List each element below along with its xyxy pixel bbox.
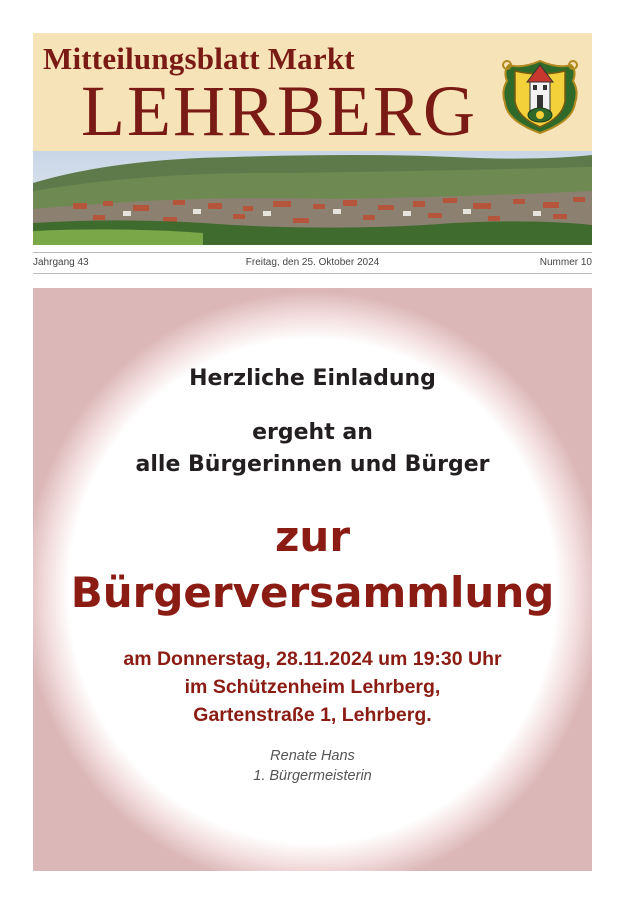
invitation-poster <box>33 288 592 871</box>
masthead-title: Mitteilungsblatt Markt <box>43 41 355 76</box>
volume-label: Jahrgang 43 <box>33 257 89 268</box>
event-title-line2: Bürgerversammlung <box>70 568 555 617</box>
invitation-line-recipients: alle Bürgerinnen und Bürger <box>135 452 490 477</box>
invitation-heading: Herzliche Einladung <box>189 366 436 391</box>
issue-info-bar <box>33 252 592 274</box>
coat-of-arms-icon <box>499 51 581 137</box>
event-address: Gartenstraße 1, Lehrberg. <box>193 704 432 726</box>
masthead-town-name: LEHRBERG <box>81 71 478 151</box>
issue-number: Nummer 10 <box>539 257 592 268</box>
event-date-time: am Donnerstag, 28.11.2024 um 19:30 Uhr <box>123 648 502 670</box>
signature-name: Renate Hans <box>270 748 355 764</box>
event-location: im Schützenheim Lehrberg, <box>184 676 441 698</box>
town-panorama-image <box>33 151 592 245</box>
signature-title: 1. Bürgermeisterin <box>253 768 372 784</box>
issue-date: Freitag, den 25. Oktober 2024 <box>245 257 380 268</box>
masthead <box>33 33 592 245</box>
invitation-line-recipient-intro: ergeht an <box>252 420 373 445</box>
event-title-line1: zur <box>274 512 351 561</box>
